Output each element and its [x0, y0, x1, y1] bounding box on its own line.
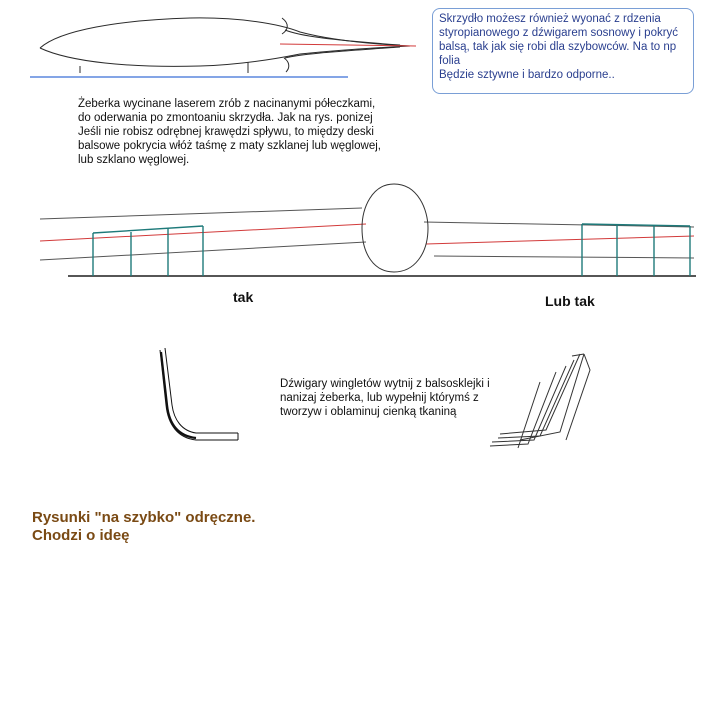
note-box	[432, 8, 694, 94]
winglet-spar-left	[160, 348, 238, 440]
note-line: Będzie sztywne i bardzo odporne..	[439, 69, 615, 81]
winglet-spar-inner	[165, 348, 238, 433]
footer-caption	[32, 509, 255, 545]
right-wing-lower-edge	[434, 256, 694, 258]
note-line: styropianowego z dźwigarem sosnowy i pokryć	[439, 27, 679, 39]
rib-note-line: balsowe pokrycia włóż taśmę z maty szklanej lub węglowej,	[78, 140, 381, 152]
note-line: Skrzydło możesz również wyonać z rdzenia	[439, 13, 661, 25]
fuselage-outline	[362, 184, 428, 272]
rib-note-line: do oderwania po zmontoaniu skrzydła. Jak na rys. ponizej	[78, 112, 373, 124]
left-wing-upper-edge	[40, 208, 362, 219]
airfoil-lower-surface	[40, 46, 410, 66]
label-lub-tak: Lub tak	[545, 293, 595, 309]
footer-line-1: Rysunki "na szybko" odręczne.	[32, 509, 256, 526]
winglet-spar-thick-edge	[161, 352, 196, 438]
winglet-note-line: nanizaj żeberka, lub wypełnij którymś z	[280, 392, 479, 404]
winglet-note-line: tworzyw i oblaminuj cienką tkaniną	[280, 406, 457, 418]
footer-line-2: Chodzi o ideę	[32, 527, 130, 544]
wing-ribs	[93, 224, 690, 276]
note-line: folia	[439, 55, 461, 67]
airfoil-spar-mark-lower	[284, 58, 289, 72]
rib-left-top	[93, 226, 203, 233]
winglet-right-edge	[566, 354, 590, 440]
note-line: balsą, tak jak się robi dla szybowców. Na to np	[439, 41, 677, 53]
airfoil-upper-surface	[40, 18, 410, 48]
rib-note	[78, 97, 418, 167]
winglet-spar-outer	[160, 350, 238, 440]
airfoil-spar-mark-upper	[282, 18, 287, 34]
winglet-note-line: Dźwigary wingletów wytnij z balsosklejki i	[280, 378, 490, 390]
rib-note-line: Żeberka wycinane laserem zrób z nacinanymi półeczkami,	[78, 98, 376, 110]
winglet-top-cap	[572, 354, 584, 356]
winglet-note	[280, 377, 520, 419]
airfoil-trailing-edge-lower	[285, 47, 400, 58]
label-tak: tak	[233, 289, 254, 305]
rib-note-line: lub szklano węglowej.	[78, 154, 190, 166]
rib-note-line: Jeśli nie robisz odrębnej krawędzi spływu, to między deski	[78, 126, 374, 138]
